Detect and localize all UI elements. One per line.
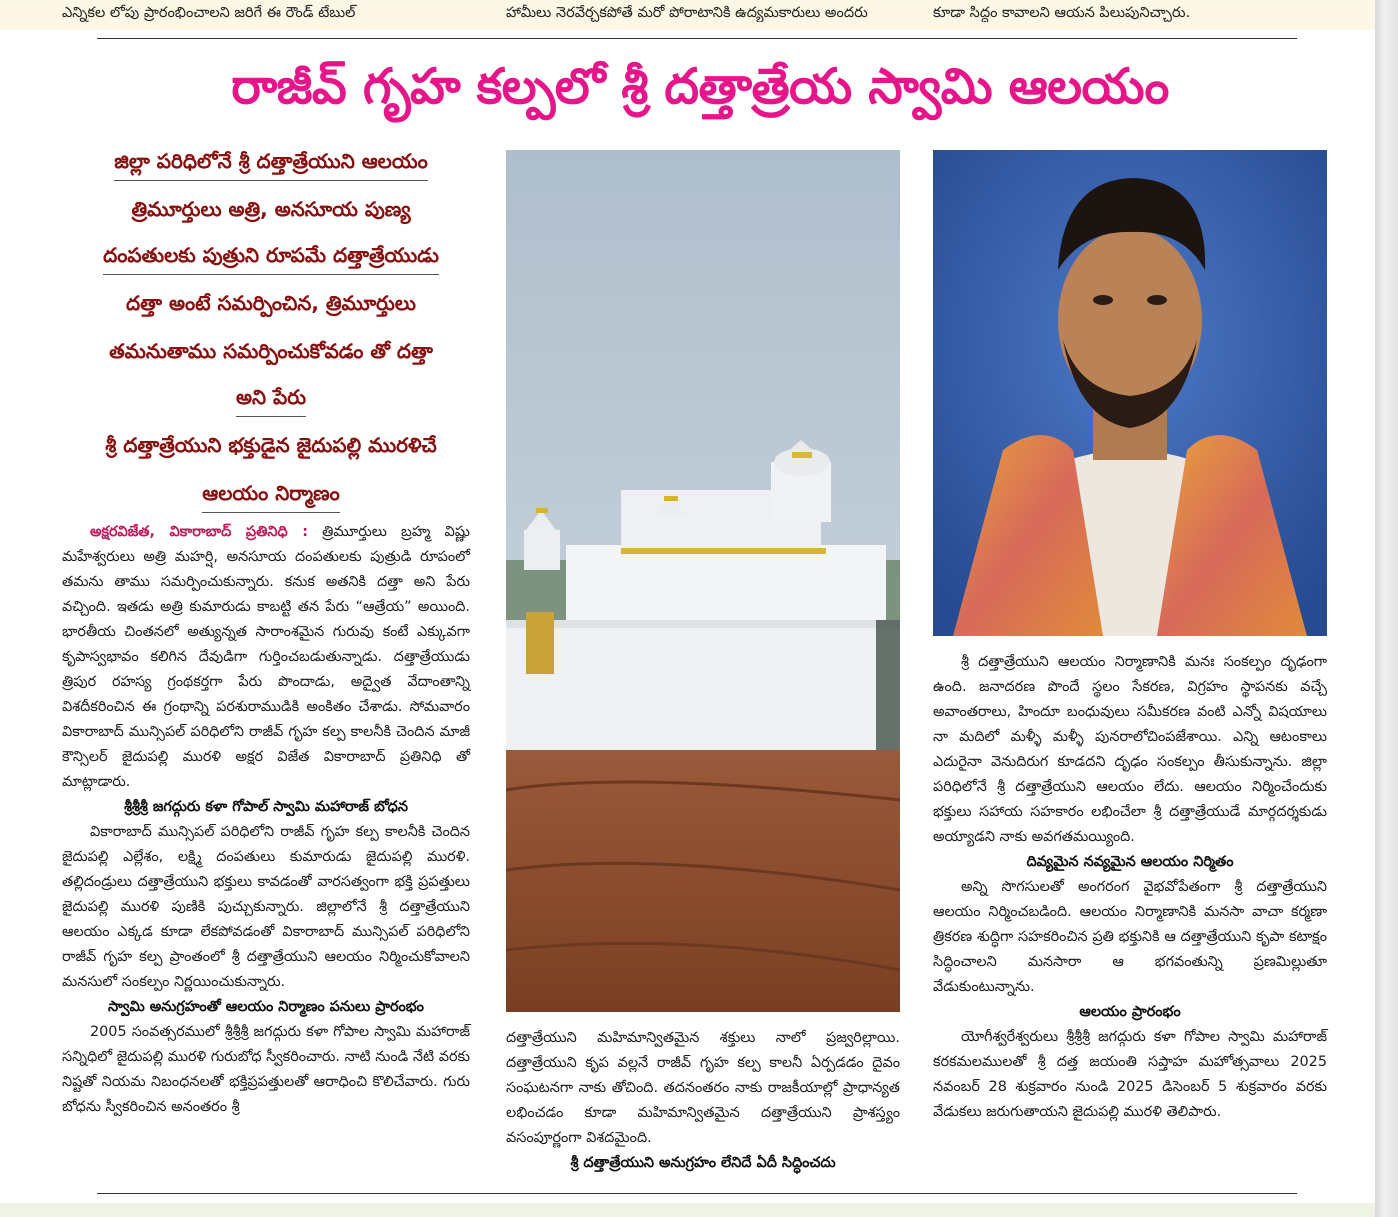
sub-heading-4: దత్తా అంటే సమర్పించిన, త్రిమూర్తులు bbox=[126, 291, 416, 315]
sub-heading-7: శ్రీ దత్తాత్రేయుని భక్తుడైన జైదుపల్లి మురళిచే bbox=[105, 433, 437, 457]
sub-heading-3: దంపతులకు పుత్రుని రూపమే దత్తాత్రేయుడు bbox=[62, 240, 480, 275]
paragraph-col3-1: శ్రీ దత్తాత్రేయుని ఆలయం నిర్మాణానికి మనః సంకల్పం దృఢంగా ఉంది. జనాదరణ పొందే స్థలం సేకరణ, విగ్రహం స్థాపనకు వచ్చే అవాంతరాలు, హిందూ బంధువులు సమీకరణ వంటి ఎన్నో విషయాలు నా మదిలో మళ్ళీ మళ్ళీ పునరాలోచింపజేశాయి. ఎన్ని ఆటంకాలు ఎదురైనా వెనుదిరుగ కూడదని దృఢం సంకల్పం తీసుకున్నాను. జిల్లా పరిధిలోనే శ్రీ దత్తాత్రేయుని ఆలయం లేదు. ఆలయం నిర్మించేందుకు భక్తులు సహాయ సహకారం లభించేలా శ్రీ దత్తాత్రేయుడే మార్గదర్శకుడు అయ్యాడని నాకు అవగతమయ్యింది. bbox=[933, 654, 1327, 845]
section-heading-construction-start: స్వామి అనుగ్రహంతో ఆలయం నిర్మాణం పనులు ప్రారంభం bbox=[108, 999, 424, 1015]
paragraph-col2: దత్తాత్రేయుని మహిమాన్వితమైన శక్తులు నాలో ప్రజ్వరిల్లాయి. దత్తాత్రేయుని కృప వల్లనే రాజీవ్ గృహ కల్ప కాలనీ ఏర్పడడం దైవం సంఘటనగా నాకు తోచింది. తదనంతరం నాకు రాజకీయాల్లో ప్రాధాన్యత లభించడం కూడా మహిమాన్వితమైన దత్తాత్రేయుని ప్రాశస్త్యం వసంపూర్ణంగా విశదమైంది. bbox=[506, 1030, 900, 1146]
next-article-strip bbox=[0, 1203, 1375, 1217]
temple-photo bbox=[506, 150, 900, 1012]
previous-article-text-col3: కూడా సిద్ధం కావాలని ఆయన పిలుపునిచ్చారు. bbox=[933, 5, 1191, 21]
article-column-2 bbox=[506, 1026, 900, 1176]
portrait-photo bbox=[933, 150, 1327, 636]
article-column-1 bbox=[62, 520, 470, 1120]
bottom-rule bbox=[97, 1193, 1297, 1194]
top-rule bbox=[97, 38, 1297, 39]
sub-heading-5: తమనుతాము సమర్పించుకోవడం తో దత్తా bbox=[109, 339, 433, 363]
section-heading-nirmitam: దివ్యమైన నవ్యమైన ఆలయం నిర్మితం bbox=[1026, 854, 1234, 870]
article-column-3 bbox=[933, 650, 1327, 1125]
paragraph-col3-3: యోగీశ్వరేశ్వరులు శ్రీశ్రీశ్రీ జగద్గురు కళా గోపాల స్వామి మహారాజ్ కరకమలములతో శ్రీ దత్త జయంతి సప్తాహ మహోత్సవాలు 2025 నవంబర్ 28 శుక్రవారం నుండి 2025 డిసెంబర్ 5 శుక్రవారం వరకు వేడుకలు జరుగుతాయని జైదుపల్లి మురళి తెలిపారు. bbox=[933, 1029, 1327, 1120]
sub-heading-2: త్రిమూర్తులు అత్రి, అనసూయ పుణ్య bbox=[131, 197, 411, 221]
paragraph-2: వికారాబాద్ మున్సిపల్ పరిధిలోని రాజీవ్ గృహ కల్ప కాలనీకి చెందిన జైదుపల్లి ఎల్లేశం, లక్ష్మి దంపతులు కుమారుడు జైదుపల్లి మురళి. తల్లిదండ్రులు దత్తాత్రేయుని భక్తులు కావడంతో వారసత్వంగా భక్తి ప్రపత్తులు జైదుపల్లి మురళి పుణికి పుచ్చుకున్నారు. జిల్లాలోనే శ్రీ దత్తాత్రేయుని ఆలయం ఎక్కడ కూడా లేకపోవడంతో వికారాబాద్ మున్సిపల్ పరిధిలోని రాజీవ్ గృహ కల్ప ప్రాంతంలో శ్రీ దత్తాత్రేయుని ఆలయం నిర్మించుకోవాలని మనసులో సంకల్పం నిర్ణయించుకున్నారు. bbox=[62, 824, 470, 990]
previous-article-text-col2: హామీలు నెరవేర్చకపోతే మరో పోరాటానికి ఉద్యమకారులు అందరు bbox=[506, 5, 868, 21]
headline: రాజీవ్ గృహ కల్పలో శ్రీ దత్తాత్రేయ స్వామి ఆలయం bbox=[231, 58, 1169, 115]
dateline: అక్షరవిజేత, వికారాబాద్ ప్రతినిధి : bbox=[90, 524, 308, 540]
section-heading-anugraham: శ్రీ దత్తాత్రేయుని అనుగ్రహం లేనిదే ఏదీ సిద్ధించదు bbox=[570, 1155, 836, 1171]
sub-heading-6: అని పేరు bbox=[62, 382, 480, 417]
paragraph-1: అక్షరవిజేత, వికారాబాద్ ప్రతినిధి : త్రిమూర్తులు బ్రహ్మ విష్ణు మహేశ్వరులు అత్రి మహర్షి, అనసూయ దంపతులకు పుత్రుడి రూపంలో తమను తాము సమర్పించుకున్నారు. కనుక అతనికి దత్తా అని పేరు వచ్చింది. ఇతడు అత్రి కుమారుడు కాబట్టి తన పేరు “ఆత్రేయ” అయింది. భారతీయ చింతనలో అత్యున్నత సారాంశమైన గురువు కంటే ఎక్కువగా కృపాస్వభావం కలిగిన దేవుడిగా గుర్తించబడుతున్నాడు. దత్తాత్రేయుడు త్రిపుర రహస్య గ్రంథకర్తగా పేరు పొందాడు, అద్వైత వేదాంతాన్ని విశదీకరించిన ఈ గ్రంథాన్ని పరశురాముడికి అంకితం చేశాడు. సోమవారం వికారాబాద్ మున్సిపల్ పరిధిలోని రాజీవ్ గృహ కల్ప కాలనీకి చెందిన మాజీ కౌన్సిలర్ జైదుపల్లి మురళి అక్షర విజేత వికారాబాద్ ప్రతినిధి తో మాట్లాడారు. bbox=[62, 524, 470, 790]
section-heading-prarambham: ఆలయం ప్రారంభం bbox=[1079, 1004, 1181, 1020]
sub-heading-1: జిల్లా పరిధిలోనే శ్రీ దత్తాత్రేయుని ఆలయం bbox=[62, 146, 480, 181]
page-edge bbox=[1375, 0, 1398, 1217]
previous-article-text-col1: ఎన్నికల లోపు ప్రారంభించాలని జరిగే ఈ రౌండ్ టేబుల్ bbox=[62, 5, 356, 21]
paragraph-3: 2005 సంవత్సరములో శ్రీశ్రీశ్రీ జగద్గురు కళా గోపాల స్వామి మహారాజ్ సన్నిధిలో జైదుపల్లి మురళి గురుబోధ స్వీకరించారు. నాటి నుండి నేటి వరకు నిష్టతో నియమ నిబంధనలతో భక్తిప్రపత్తులతో ఆరాధించి కొలిచేవారు. గురు బోధను స్వీకరించిన అనంతరం శ్రీ bbox=[62, 1024, 470, 1115]
section-heading-guru-bodhana: శ్రీశ్రీశ్రీ జగద్గురు కళా గోపాల్ స్వామి మహారాజ్ బోధన bbox=[124, 799, 408, 815]
sub-heading-8: ఆలయం నిర్మాణం bbox=[62, 478, 480, 513]
paragraph-col3-2: అన్ని సొగసులతో అంగరంగ వైభవోపేతంగా శ్రీ దత్తాత్రేయుని ఆలయం నిర్మించబడింది. ఆలయం నిర్మాణానికి మనసా వాచా కర్మణా త్రికరణ శుద్ధిగా సహకరించిన ప్రతి భక్తునికి ఆ దత్తాత్రేయుని కృపా కటాక్షం సిద్ధించాలని మనసారా ఆ భగవంతున్ని ప్రణమిల్లుతూ వేడుకుంటున్నాను. bbox=[933, 879, 1327, 995]
